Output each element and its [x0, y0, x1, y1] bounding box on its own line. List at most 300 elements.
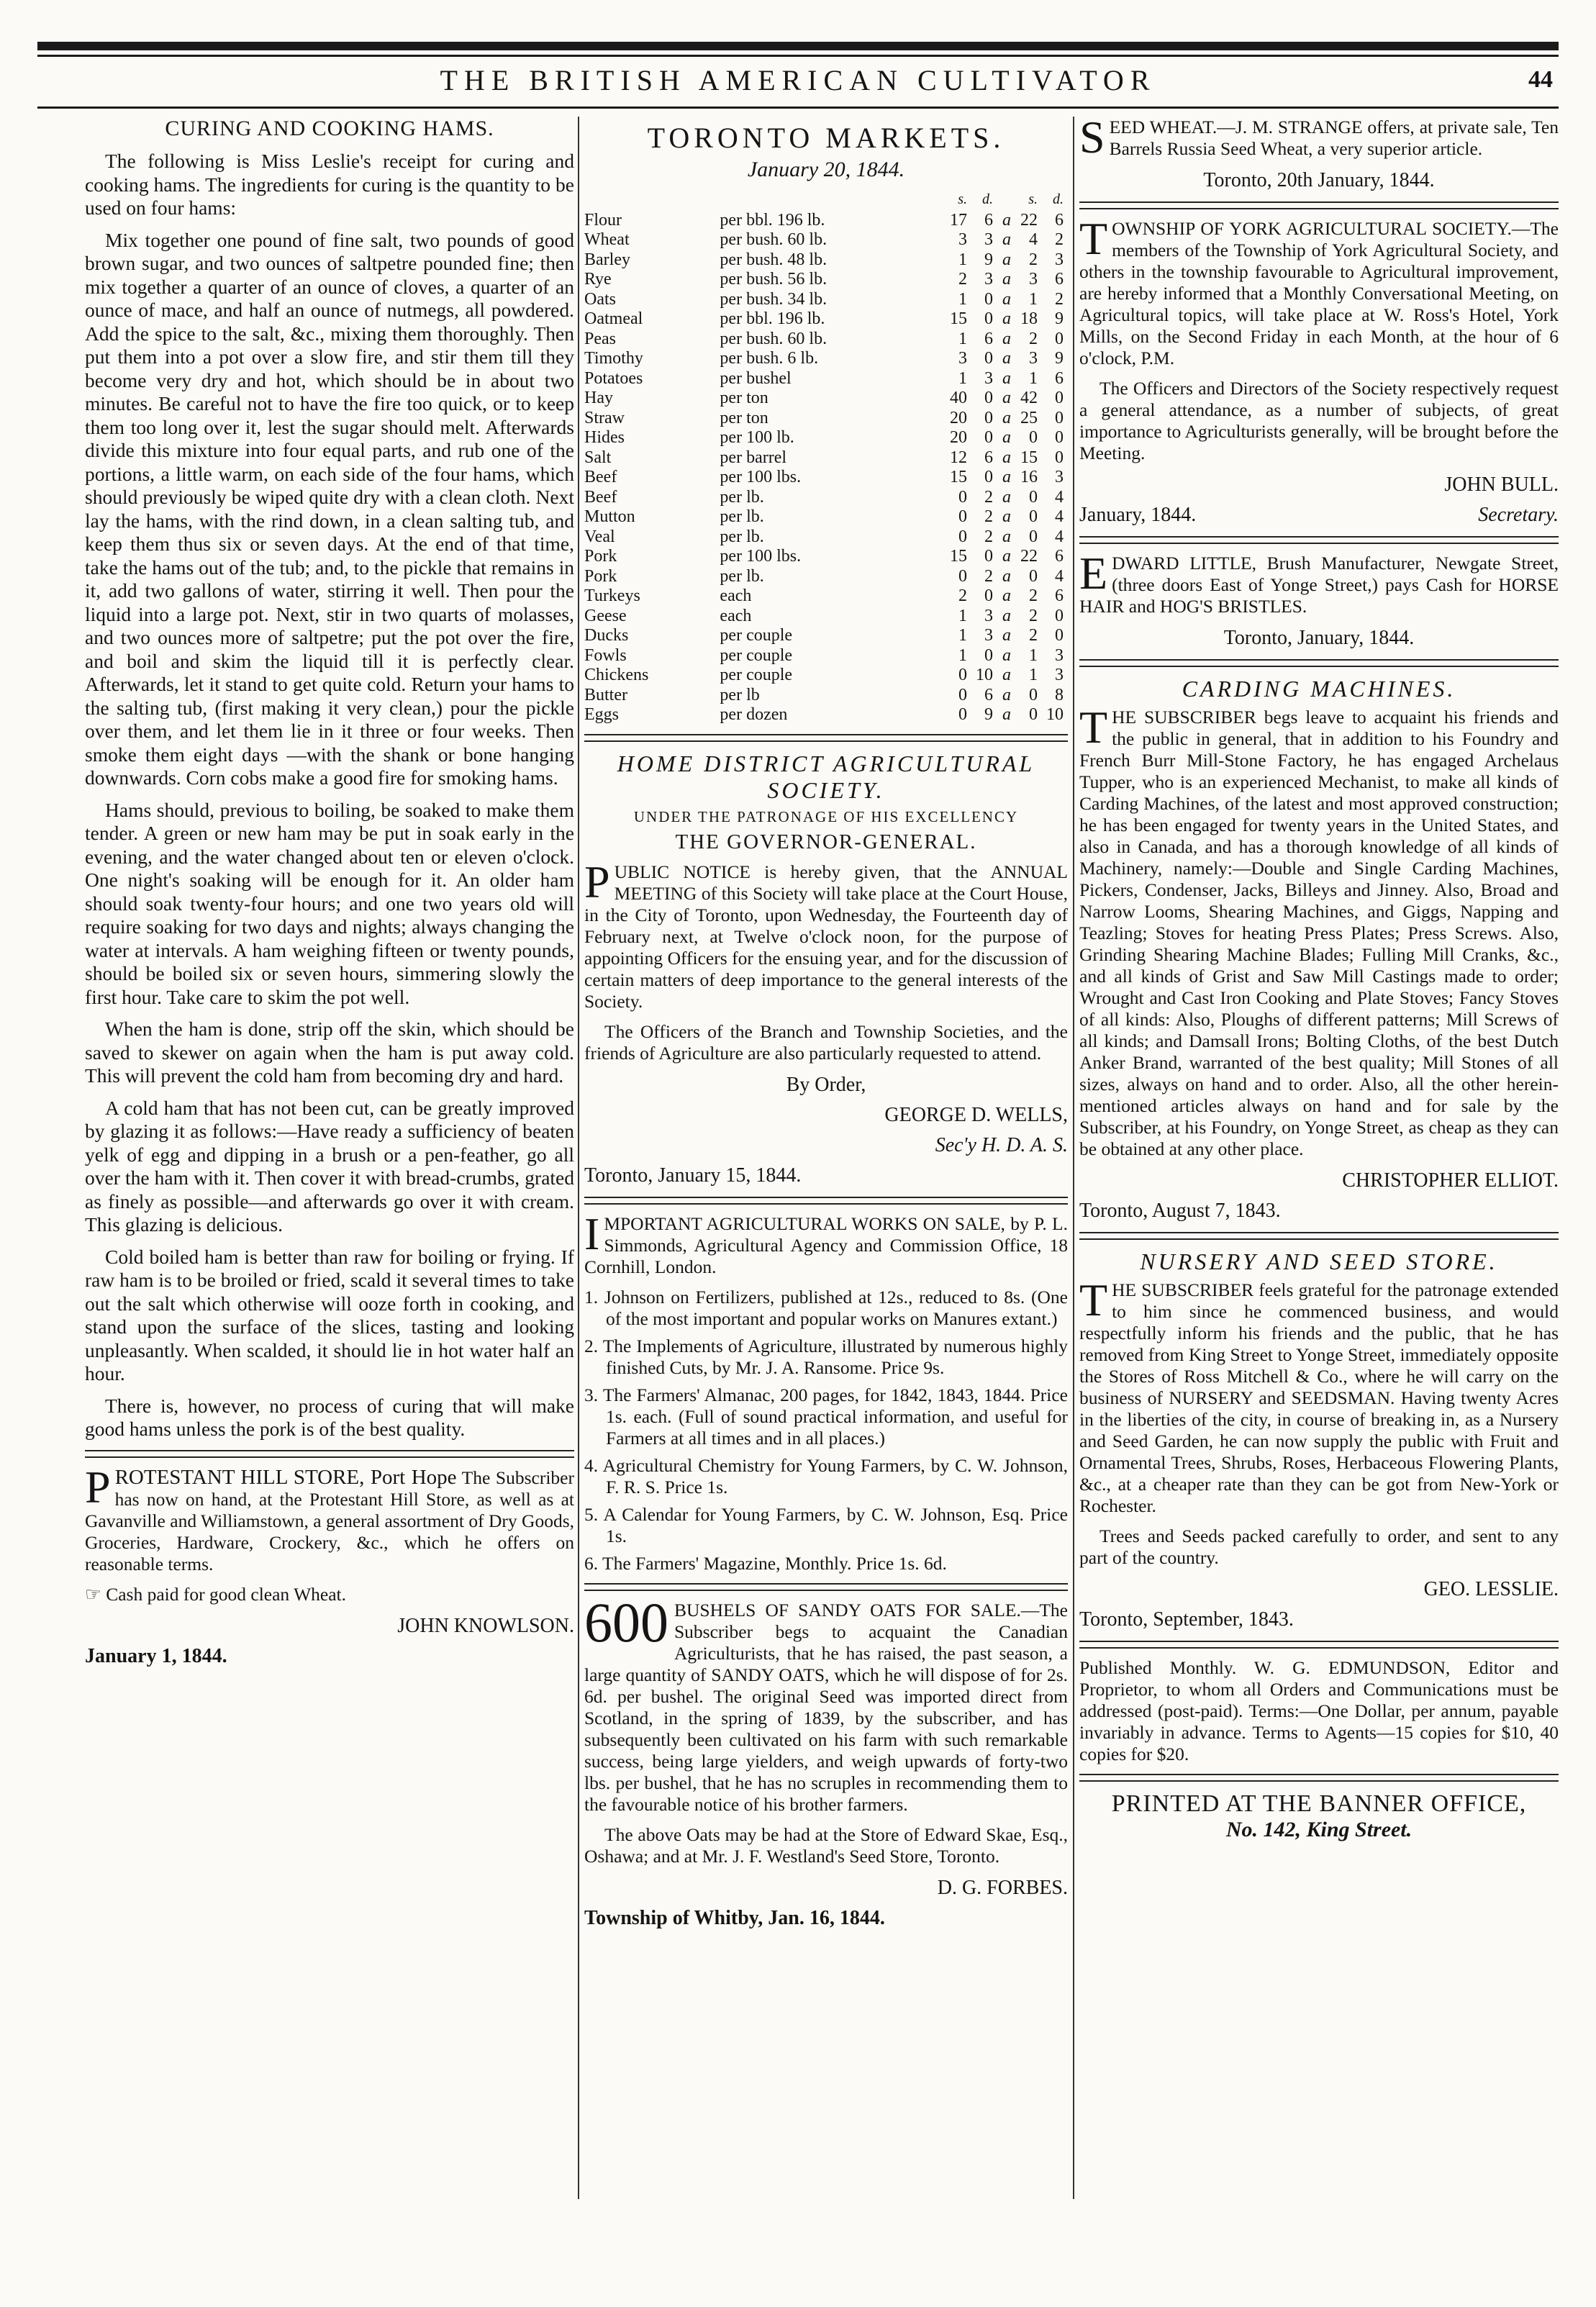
advert-heading: ROTESTANT HILL STORE, Port Hope [114, 1465, 457, 1489]
drop-cap: P [85, 1461, 111, 1513]
price-high-shillings: 0 [1029, 527, 1038, 546]
page-number: 44 [1528, 66, 1553, 93]
price-high-pence: 0 [1055, 448, 1064, 467]
price-low-shillings: 15 [950, 547, 967, 566]
range-separator: a [1002, 210, 1011, 230]
york-date-row [1079, 503, 1559, 527]
price-high-pence: 4 [1055, 507, 1064, 526]
price-high-pence: 0 [1055, 408, 1064, 427]
price-low-shillings: 17 [950, 210, 967, 230]
commodity-unit: per lb. [720, 487, 764, 507]
advert-signature: JOHN KNOWLSON. [397, 1614, 574, 1637]
price-high-shillings: 0 [1029, 428, 1038, 447]
price-high-pence: 4 [1055, 487, 1064, 507]
drop-cap: S [1079, 117, 1105, 163]
range-separator: a [1002, 309, 1011, 328]
section-rule [1079, 1641, 1559, 1649]
price-low-pence: 2 [984, 566, 993, 586]
commodity-unit: per bush. 60 lb. [720, 329, 828, 348]
price-low-pence: 6 [984, 685, 993, 704]
markets-title: TORONTO MARKETS. [647, 122, 1005, 154]
price-low-shillings: 1 [958, 250, 967, 269]
price-low-shillings: 3 [958, 230, 967, 249]
table-row [584, 527, 1068, 548]
carding-advert [1079, 702, 1559, 1160]
list-item: 4. Agricultural Chemistry for Young Farmers, by C. W. Johnson, F. R. S. Price 1s. [584, 1454, 1068, 1497]
section-rule [1079, 1774, 1559, 1782]
price-high-shillings: 42 [1020, 389, 1038, 407]
commodity-unit: each [720, 586, 752, 605]
range-separator: a [1002, 349, 1011, 368]
price-low-shillings: 1 [958, 329, 967, 348]
price-low-pence: 3 [984, 368, 993, 388]
works-advert [584, 1207, 1068, 1278]
commodity-name: Hides [584, 428, 625, 447]
range-separator: a [1002, 527, 1011, 546]
table-row [584, 586, 1068, 607]
commodity-name: Geese [584, 606, 627, 625]
oats-signature: D. G. FORBES. [937, 1876, 1068, 1899]
commodity-unit: per bush. 6 lb. [720, 349, 819, 368]
commodity-name: Mutton [584, 507, 635, 526]
commodity-unit: per lb. [720, 507, 764, 526]
section-rule [1079, 1232, 1559, 1240]
commodity-unit: per bush. 56 lb. [720, 270, 828, 289]
carding-title: CARDING MACHINES. [1182, 676, 1456, 702]
price-low-pence: 6 [984, 448, 993, 467]
column-header: s. [1028, 191, 1038, 207]
commodity-unit: per bush. 34 lb. [720, 289, 828, 309]
price-low-pence: 3 [984, 230, 993, 249]
commodity-unit: per ton [720, 408, 768, 427]
price-low-shillings: 1 [958, 645, 967, 665]
commodity-unit: per lb. [720, 566, 764, 586]
price-high-shillings: 2 [1029, 626, 1038, 645]
price-high-shillings: 0 [1029, 705, 1038, 724]
commodity-name: Pork [584, 566, 617, 586]
price-high-pence: 6 [1055, 210, 1064, 230]
commodity-unit: per bush. 48 lb. [720, 250, 828, 269]
price-low-shillings: 0 [958, 705, 967, 724]
range-separator: a [1002, 428, 1011, 447]
nursery-advert [1079, 1274, 1559, 1517]
york-society-text: OWNSHIP OF YORK AGRICULTURAL SOCIETY.—The members of the Township of York Agricultural Society, and others in the township favourable to Agricultural improvement, are hereby informed that a Monthly Conversational Meeting, on Agricultural topics, will take place at W. Ross's Hotel, York Mills, on the Second Friday in each Month, at the hour of 6 o'clock, P.M. [1079, 218, 1559, 368]
table-row [584, 250, 1068, 271]
price-low-shillings: 0 [958, 507, 967, 526]
carding-advert-text: HE SUBSCRIBER begs leave to acquaint his friends and the public in general, that in addition to his Foundry and French Burr Mill-Stone Factory, he has engaged Archelaus Tupper, who is an experienced Mechanist, to make all kinds of Carding Machines, of the latest and most approved construction; he has been engaged for twenty years in the United States, and also in Canada, and has a thorough knowledge of all kinds of Machinery, namely:—Double and Single Carding Machines, Pickers, Condenser, Jacks, Billeys and Jinney. Also, Broad and Narrow Looms, Shearing Machines, and Giggs, Napping and Teazling; Stoves for heating Press Plates; Press Screws. Also, Grinding Shearing Machine Blades; Fulling Mill Cranks, &c., and all kinds of Grist and Saw Mill Castings made to order; Wrought and Cast Iron Cooking and Plate Stoves; Fancy Stoves of all kinds: Also, Ploughs of different patterns; Mill Screws of all kinds; and Damsall Irons; Bolting Cloths, of the best Dutch Anker Brand, warranted of the best quality; Mill Stones of all sizes, always on hand and to order. Also, all the other herein-mentioned articles always on hand and for sale by the Subscriber, at his Foundry, on Yonge Street, as cheap as they can be obtained at any other place. [1079, 707, 1559, 1159]
commodity-name: Timothy [584, 349, 643, 368]
table-row [584, 507, 1068, 527]
price-low-pence: 3 [984, 270, 993, 289]
commodity-name: Fowls [584, 645, 627, 665]
price-low-shillings: 40 [950, 389, 967, 407]
advert-store [85, 1461, 574, 1575]
table-row [584, 646, 1068, 666]
commodity-name: Beef [584, 487, 617, 507]
section-rule [584, 1583, 1068, 1591]
price-high-pence: 10 [1046, 705, 1064, 724]
table-row [584, 547, 1068, 567]
commodity-unit: per couple [720, 626, 793, 645]
printer-address: No. 142, King Street. [1225, 1818, 1413, 1841]
price-high-shillings: 0 [1029, 685, 1038, 704]
top-rule [37, 42, 1559, 50]
column-header: d. [982, 191, 993, 207]
markets-table [584, 189, 1068, 725]
column-divider [1073, 117, 1074, 2199]
range-separator: a [1002, 626, 1011, 645]
price-low-shillings: 12 [950, 448, 967, 467]
masthead-title: THE BRITISH AMERICAN CULTIVATOR [440, 64, 1156, 96]
price-high-shillings: 0 [1029, 507, 1038, 526]
commodity-name: Flour [584, 210, 622, 230]
price-high-pence: 6 [1055, 270, 1064, 289]
table-row [584, 567, 1068, 587]
commodity-unit: per lb. [720, 527, 764, 546]
price-low-pence: 10 [976, 666, 993, 684]
section-rule [1079, 201, 1559, 209]
commodity-name: Beef [584, 468, 617, 486]
society-notice [584, 856, 1068, 1012]
price-high-pence: 0 [1055, 389, 1064, 407]
article-paragraph: Hams should, previous to boiling, be soaked to make them tender. A green or new ham may be put in soak early in the evening, and the water changed about ten or eleven o'clock. One night's soaking will be enough for it. An older ham should soak twenty-four hours; and one two years old will require soaking for two days and nights; always changing the water at intervals. A ham weighing fifteen or twenty pounds, should be boiled six or seven hours, simmering slowly the first hour. Take care to skim the pot well. [85, 798, 574, 1008]
price-low-pence: 2 [984, 487, 993, 507]
price-low-pence: 0 [984, 645, 993, 665]
price-high-pence: 6 [1055, 586, 1064, 605]
range-separator: a [1002, 270, 1011, 289]
advert-cash-note: ☞ Cash paid for good clean Wheat. [85, 1583, 346, 1605]
price-high-shillings: 1 [1029, 368, 1038, 388]
table-row [584, 270, 1068, 290]
range-separator: a [1002, 606, 1011, 625]
price-low-pence: 3 [984, 606, 993, 625]
price-low-pence: 0 [984, 408, 993, 427]
price-low-shillings: 0 [958, 685, 967, 704]
price-high-pence: 3 [1055, 468, 1064, 486]
section-rule [1079, 659, 1559, 667]
oats-advert-text: BUSHELS OF SANDY OATS FOR SALE.—The Subscriber begs to acquaint the Canadian Agriculturists, that he has raised, the past season, a large quantity of SANDY OATS, which he will dispose of for 2s. 6d. per bushel. The original Seed was imported direct from Scotland, in the spring of 1839, by the subscriber, and has subsequently been cultivated on his farm with such remarkable success, being large yielders, and weigh upwards of forty-two lbs. per bushel, that he has no scruples in recommending them to the favourable notice of his brother farmers. [584, 1599, 1068, 1815]
price-low-pence: 0 [984, 389, 993, 407]
price-high-pence: 0 [1055, 428, 1064, 447]
york-society-text-2: The Officers and Directors of the Society respectively request a general attendance, as a number of subjects, of great importance to Agriculturists generally, will be brought before the Meeting. [1079, 378, 1559, 463]
table-row [584, 488, 1068, 508]
table-row [584, 309, 1068, 330]
price-low-pence: 2 [984, 507, 993, 526]
price-high-pence: 0 [1055, 606, 1064, 625]
society-notice-2: The Officers of the Branch and Township Societies, and the friends of Agriculture are also particularly requested to attend. [584, 1020, 1068, 1064]
price-high-shillings: 1 [1029, 289, 1038, 309]
markets-rows [584, 211, 1068, 725]
commodity-name: Salt [584, 448, 612, 467]
york-secretary: Secretary. [1478, 504, 1559, 526]
list-item: 6. The Farmers' Magazine, Monthly. Price 1s. 6d. [584, 1552, 947, 1574]
table-row [584, 666, 1068, 686]
society-order: By Order, [786, 1073, 866, 1096]
price-low-shillings: 1 [958, 368, 967, 388]
section-rule [584, 1197, 1068, 1205]
little-date: Toronto, January, 1844. [1223, 627, 1415, 649]
society-title: HOME DISTRICT AGRICULTURAL SOCIETY. [617, 750, 1035, 803]
range-separator: a [1002, 566, 1011, 586]
column-header: d. [1053, 191, 1064, 207]
column-2 [584, 117, 1068, 2242]
table-row [584, 428, 1068, 448]
oats-date: Township of Whitby, Jan. 16, 1844. [584, 1906, 885, 1929]
commodity-unit: per couple [720, 645, 793, 665]
price-low-shillings: 20 [950, 408, 967, 427]
commodity-unit: per lb [720, 685, 760, 704]
price-low-pence: 0 [984, 349, 993, 368]
society-notice-text: UBLIC NOTICE is hereby given, that the ANNUAL MEETING of this Society will take place at the Court House, in the City of Toronto, upon Wednesday, the Fourteenth day of February next, at Twelve o'clock noon, for the purpose of appointing Officers for the ensuing year, and for the discussion of certain matters of deep importance to the general interests of the Society. [584, 861, 1068, 1012]
commodity-name: Ducks [584, 626, 629, 645]
table-row [584, 349, 1068, 369]
price-low-shillings: 1 [958, 606, 967, 625]
works-advert-text: MPORTANT AGRICULTURAL WORKS ON SALE, by P. L. Simmonds, Agricultural Agency and Commission Office, 18 Cornhill, London. [584, 1213, 1068, 1277]
table-row [584, 369, 1068, 389]
price-high-pence: 6 [1055, 547, 1064, 566]
seed-wheat-advert [1079, 117, 1559, 163]
york-society-advert [1079, 213, 1559, 369]
table-row [584, 626, 1068, 646]
range-separator: a [1002, 586, 1011, 605]
range-separator: a [1002, 666, 1011, 684]
advert-body: The Subscriber has now on hand, at the Protestant Hill Store, as well as at Gavanville and Williamstown, a general assortment of Dry Goods, Groceries, Hardware, Crockery, &c., which he offers on reasonable terms. [85, 1467, 574, 1574]
column-1 [85, 117, 574, 2242]
price-low-shillings: 15 [950, 309, 967, 328]
oats-advert-2: The above Oats may be had at the Store of Edward Skae, Esq., Oshawa; and at Mr. J. F. Westland's Seed Store, Toronto. [584, 1823, 1068, 1867]
price-high-pence: 8 [1055, 685, 1064, 704]
column-3 [1079, 117, 1559, 2242]
price-low-shillings: 0 [958, 566, 967, 586]
printer-line: PRINTED AT THE BANNER OFFICE, [1111, 1790, 1527, 1817]
list-item: 2. The Implements of Agriculture, illustrated by numerous highly finished Cuts, by Mr. J. A. Ransome. Price 9s. [584, 1335, 1068, 1378]
top-rule-thin [37, 55, 1559, 57]
article-paragraph: Cold boiled ham is better than raw for boiling or frying. If raw ham is to be broiled or fried, scald it several times to take out the salt which otherwise will ooze forth in cooking, and stand upon the surface of the slices, tasting and looking unpleasantly. When scalded, it should lie in hot water half an hour. [85, 1245, 574, 1384]
column-header: s. [958, 191, 967, 207]
commodity-unit: per 100 lbs. [720, 468, 802, 486]
oats-advert [584, 1590, 1068, 1816]
table-row [584, 686, 1068, 706]
table-row [584, 409, 1068, 429]
commodity-name: Hay [584, 389, 613, 407]
drop-cap: E [1079, 548, 1108, 599]
commodity-name: Turkeys [584, 586, 640, 605]
price-high-pence: 6 [1055, 368, 1064, 388]
nursery-date: Toronto, September, 1843. [1079, 1608, 1294, 1631]
price-low-shillings: 0 [958, 666, 967, 684]
price-high-pence: 4 [1055, 566, 1064, 586]
price-high-shillings: 25 [1020, 408, 1038, 427]
table-row [584, 211, 1068, 231]
price-low-pence: 9 [984, 250, 993, 269]
society-patronage: UNDER THE PATRONAGE OF HIS EXCELLENCY [633, 807, 1019, 825]
article-paragraph: A cold ham that has not been cut, can be greatly improved by glazing it as follows:—Have ready a sufficiency of beaten yelk of egg and dipping in a brush or a pen-feather, go all over the ham with it. Then cover it with bread-crumbs, grated as finely as possible—and afterwards go over it with cream. This glazing is delicious. [85, 1096, 574, 1236]
table-row [584, 468, 1068, 488]
drop-cap: T [1079, 213, 1108, 264]
york-date: January, 1844. [1079, 504, 1197, 526]
price-high-shillings: 0 [1029, 566, 1038, 586]
range-separator: a [1002, 448, 1011, 467]
price-high-shillings: 1 [1029, 666, 1038, 684]
price-high-pence: 2 [1055, 230, 1064, 249]
table-row [584, 230, 1068, 250]
table-row [584, 705, 1068, 725]
price-high-shillings: 2 [1029, 606, 1038, 625]
markets-header-row [584, 189, 1068, 211]
little-advert [1079, 548, 1559, 617]
commodity-unit: per bushel [720, 368, 792, 388]
table-row [584, 448, 1068, 468]
commodity-unit: per bbl. 196 lb. [720, 210, 825, 230]
price-high-shillings: 3 [1029, 270, 1038, 289]
range-separator: a [1002, 468, 1011, 486]
commodity-name: Potatoes [584, 368, 643, 388]
price-high-shillings: 15 [1020, 448, 1038, 467]
list-item: 5. A Calendar for Young Farmers, by C. W. Johnson, Esq. Price 1s. [584, 1503, 1068, 1546]
price-high-shillings: 2 [1029, 250, 1038, 269]
price-high-shillings: 22 [1020, 547, 1038, 566]
carding-signature: CHRISTOPHER ELLIOT. [1342, 1169, 1559, 1192]
publisher-notice: Published Monthly. W. G. EDMUNDSON, Editor and Proprietor, to whom all Orders and Communications must be addressed (post-paid). Terms:—One Dollar, per annum, payable invariably in advance. Terms to Agents—15 copies for $10, 40 copies for $20. [1079, 1657, 1559, 1764]
markets-date: January 20, 1844. [747, 158, 905, 181]
drop-cap: T [1079, 702, 1108, 753]
range-separator: a [1002, 408, 1011, 427]
nursery-advert-text: HE SUBSCRIBER feels grateful for the patronage extended to him since he commenced business, and would respectfully inform his friends and the public, that he has removed from King Street to Yonge Street, immediately opposite the Stores of Ross Mitchell & Co., where he will carry on the business of NURSERY and SEEDSMAN. Having twenty Acres in the liberties of the city, in course of breaking in, as a Nursery and Seed Garden, he can now supply the public with Fruit and Ornamental Trees, Shrubs, Roses, Herbaceous Flowering Plants, &c., at a cheaper rate than they can be got from New-York or Rochester. [1079, 1279, 1559, 1516]
commodity-name: Barley [584, 250, 630, 269]
carding-date: Toronto, August 7, 1843. [1079, 1200, 1281, 1222]
commodity-name: Rye [584, 270, 612, 289]
range-separator: a [1002, 645, 1011, 665]
range-separator: a [1002, 389, 1011, 407]
price-low-shillings: 3 [958, 349, 967, 368]
commodity-unit: per couple [720, 666, 793, 684]
price-low-pence: 0 [984, 309, 993, 328]
price-low-pence: 9 [984, 705, 993, 724]
society-date: Toronto, January 15, 1844. [584, 1164, 802, 1187]
nursery-title: NURSERY AND SEED STORE. [1140, 1248, 1498, 1274]
price-low-pence: 6 [984, 329, 993, 348]
price-low-pence: 0 [984, 468, 993, 486]
price-high-pence: 0 [1055, 626, 1064, 645]
table-row [584, 290, 1068, 310]
range-separator: a [1002, 230, 1011, 249]
price-high-shillings: 0 [1029, 487, 1038, 507]
commodity-name: Oatmeal [584, 309, 643, 328]
article-paragraph: Mix together one pound of fine salt, two pounds of good brown sugar, and two ounces of saltpetre pounded fine; then mix together a quarter of an ounce of cloves, a quarter of an ounce of mace, and half an ounce of nutmegs, all powdered. Add the spice to the salt, &c., mixing them thoroughly. Then put them into a pot over a slow fire, and stir them till they become very dry and hot, which should be in about two minutes. Be careful not to have the fire too quick, or to keep them too long over it, lest the sugar should melt. Afterwards divide this mixture into four equal parts, and rub one of the portions, a little warm, on each side of the four hams, which should previously be wiped quite dry with a clean cloth. Next lay the hams, with the rind down, in a clean salting tub, and keep them thus six or seven days. At the end of that time, take the hams out of the tub; and, to the pickle that remains in it, add two gallons of water, stirring it well. Then pour the liquid into a large pot. Next, stir in two quarts of molasses, and two ounces more of saltpetre; put the pot over the fire, and boil and skim the liquid till it is perfectly clear. Afterwards, let it stand to get quite cold. Return your hams to the salting tub, (first making it very clean,) pour the pickle over them, and let them lie in it three or four weeks. Then smoke them eight days —with the shank or bone hanging downwards. Corn cobs make a good fire for smoking hams. [85, 228, 574, 789]
price-low-pence: 6 [984, 210, 993, 230]
table-row [584, 389, 1068, 409]
advert-date: January 1, 1844. [85, 1644, 227, 1667]
seed-wheat-date: Toronto, 20th January, 1844. [1203, 169, 1435, 191]
price-high-pence: 3 [1055, 645, 1064, 665]
commodity-unit: per 100 lbs. [720, 547, 802, 566]
article-paragraph: The following is Miss Leslie's receipt for curing and cooking hams. The ingredients for curing is the quantity to be used on four hams: [85, 150, 574, 219]
drop-cap: I [584, 1207, 600, 1259]
commodity-name: Straw [584, 408, 625, 427]
little-advert-text: DWARD LITTLE, Brush Manufacturer, Newgate Street, (three doors East of Yonge Street,) pays Cash for HORSE HAIR and HOG'S BRISTLES. [1079, 553, 1559, 617]
range-separator: a [1002, 250, 1011, 269]
commodity-name: Peas [584, 329, 616, 348]
section-rule [85, 1450, 574, 1458]
price-low-pence: 2 [984, 527, 993, 546]
york-signature: JOHN BULL. [1444, 473, 1559, 496]
price-low-shillings: 1 [958, 289, 967, 309]
price-low-pence: 0 [984, 586, 993, 605]
price-high-pence: 4 [1055, 527, 1064, 546]
list-item: 3. The Farmers' Almanac, 200 pages, for 1842, 1843, 1844. Price 1s. each. (Full of sound practical information, and useful for Farmers at all times and in all places.) [584, 1384, 1068, 1449]
commodity-name: Eggs [584, 705, 619, 724]
commodity-unit: each [720, 606, 752, 625]
commodity-name: Wheat [584, 230, 630, 249]
oats-quantity: 600 [584, 1590, 668, 1654]
price-high-pence: 0 [1055, 329, 1064, 348]
commodity-unit: per bush. 60 lb. [720, 230, 828, 249]
range-separator: a [1002, 487, 1011, 507]
price-low-pence: 3 [984, 626, 993, 645]
price-low-pence: 0 [984, 547, 993, 566]
price-high-pence: 9 [1055, 349, 1064, 368]
commodity-unit: per bbl. 196 lb. [720, 309, 825, 328]
range-separator: a [1002, 289, 1011, 309]
society-secretary: Sec'y H. D. A. S. [935, 1133, 1068, 1156]
price-low-shillings: 2 [958, 270, 967, 289]
range-separator: a [1002, 507, 1011, 526]
price-low-pence: 0 [984, 428, 993, 447]
table-row [584, 330, 1068, 350]
commodity-unit: per 100 lb. [720, 428, 794, 447]
commodity-unit: per barrel [720, 448, 787, 467]
range-separator: a [1002, 368, 1011, 388]
price-high-shillings: 4 [1029, 230, 1038, 249]
article-paragraph: There is, however, no process of curing that will make good hams unless the pork is of the best quality. [85, 1394, 574, 1440]
range-separator: a [1002, 329, 1011, 348]
commodity-name: Oats [584, 289, 616, 309]
price-high-shillings: 2 [1029, 329, 1038, 348]
price-high-pence: 9 [1055, 309, 1064, 328]
header-rule [37, 106, 1559, 109]
price-high-shillings: 22 [1020, 210, 1038, 230]
price-high-shillings: 3 [1029, 349, 1038, 368]
table-row [584, 607, 1068, 627]
price-low-shillings: 1 [958, 626, 967, 645]
nursery-advert-2: Trees and Seeds packed carefully to order, and sent to any part of the country. [1079, 1526, 1559, 1568]
price-high-shillings: 16 [1020, 468, 1038, 486]
commodity-name: Veal [584, 527, 615, 546]
range-separator: a [1002, 705, 1011, 724]
price-low-shillings: 15 [950, 468, 967, 486]
price-high-pence: 3 [1055, 250, 1064, 269]
list-item: 1. Johnson on Fertilizers, published at 12s., reduced to 8s. (One of the most important and popular works on Manures extant.) [584, 1286, 1068, 1329]
seed-wheat-text: EED WHEAT.—J. M. STRANGE offers, at private sale, Ten Barrels Russia Seed Wheat, a very superior article. [1109, 117, 1559, 159]
price-high-pence: 3 [1055, 666, 1064, 684]
price-low-shillings: 0 [958, 487, 967, 507]
drop-cap: P [584, 856, 610, 907]
drop-cap: T [1079, 1274, 1108, 1325]
commodity-unit: per ton [720, 389, 768, 407]
price-low-shillings: 2 [958, 586, 967, 605]
works-list [584, 1287, 1068, 1574]
article-title: CURING AND COOKING HAMS. [165, 117, 494, 140]
price-high-shillings: 18 [1020, 309, 1038, 328]
price-high-shillings: 1 [1029, 645, 1038, 665]
price-high-pence: 2 [1055, 289, 1064, 309]
price-low-pence: 0 [984, 289, 993, 309]
commodity-unit: per dozen [720, 705, 788, 724]
price-low-shillings: 0 [958, 527, 967, 546]
commodity-name: Butter [584, 685, 627, 704]
nursery-signature: GEO. LESSLIE. [1423, 1578, 1559, 1600]
price-high-shillings: 2 [1029, 586, 1038, 605]
